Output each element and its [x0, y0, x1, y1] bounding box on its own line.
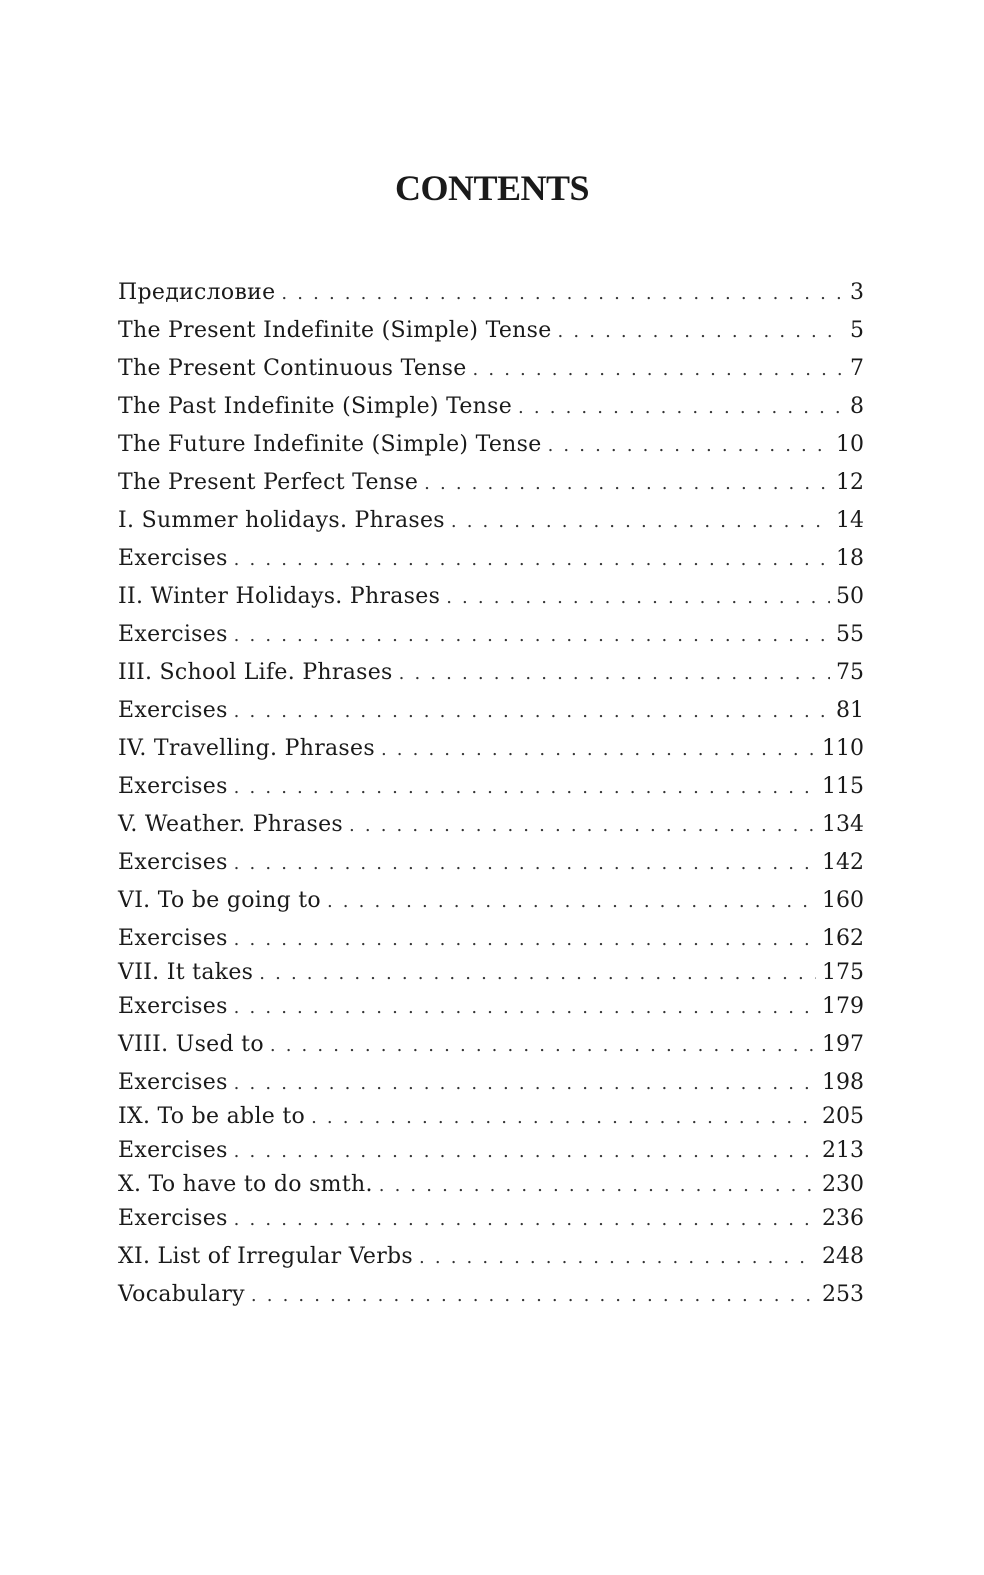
dot-leader — [446, 579, 830, 617]
toc-entry — [118, 1102, 864, 1132]
toc-entry — [118, 464, 864, 502]
toc-entry — [118, 882, 864, 920]
toc-entry-label: Exercises — [118, 850, 228, 875]
dot-leader — [234, 1133, 816, 1171]
toc-entry-page-number: 18 — [836, 546, 864, 571]
toc-entry-label: The Present Indefinite (Simple) Tense — [118, 318, 552, 343]
toc-entry-page-number: 197 — [822, 1032, 864, 1057]
dot-leader — [424, 465, 830, 503]
table-of-contents — [118, 274, 864, 1314]
dot-leader — [234, 617, 830, 655]
dot-leader — [548, 427, 830, 465]
toc-entry-label: Exercises — [118, 774, 228, 799]
dot-leader — [451, 503, 830, 541]
toc-entry-label: Exercises — [118, 994, 228, 1019]
toc-entry-page-number: 160 — [822, 888, 864, 913]
dot-leader — [281, 275, 844, 313]
toc-entry-label: Exercises — [118, 698, 228, 723]
toc-entry — [118, 312, 864, 350]
dot-leader — [234, 921, 816, 959]
toc-entry — [118, 274, 864, 312]
toc-entry-page-number: 81 — [836, 698, 864, 723]
dot-leader — [558, 313, 844, 351]
toc-entry — [118, 768, 864, 806]
toc-entry-page-number: 253 — [822, 1282, 864, 1307]
toc-entry — [118, 730, 864, 768]
toc-entry-page-number: 198 — [822, 1070, 864, 1095]
toc-entry-label: V. Weather. Phrases — [118, 812, 344, 837]
dot-leader — [251, 1277, 816, 1315]
toc-entry-label: IV. Travelling. Phrases — [118, 736, 375, 761]
toc-entry — [118, 988, 864, 1026]
dot-leader — [381, 731, 816, 769]
dot-leader — [473, 351, 844, 389]
dot-leader — [399, 655, 830, 693]
toc-entry — [118, 388, 864, 426]
toc-entry-page-number: 7 — [850, 356, 864, 381]
dot-leader — [379, 1171, 816, 1201]
toc-entry-label: I. Summer holidays. Phrases — [118, 508, 445, 533]
toc-entry — [118, 844, 864, 882]
toc-entry — [118, 578, 864, 616]
toc-entry-label: Exercises — [118, 926, 228, 951]
toc-entry — [118, 1276, 864, 1314]
toc-entry-page-number: 248 — [822, 1244, 864, 1269]
toc-entry-page-number: 12 — [836, 470, 864, 495]
toc-entry-page-number: 236 — [822, 1206, 864, 1231]
toc-entry-page-number: 213 — [822, 1138, 864, 1163]
toc-entry-label: III. School Life. Phrases — [118, 660, 393, 685]
toc-entry-page-number: 50 — [836, 584, 864, 609]
toc-entry — [118, 1026, 864, 1064]
dot-leader — [259, 959, 816, 989]
dot-leader — [234, 845, 816, 883]
dot-leader — [234, 769, 816, 807]
dot-leader — [234, 1065, 816, 1103]
dot-leader — [234, 541, 830, 579]
toc-entry — [118, 502, 864, 540]
toc-entry — [118, 1200, 864, 1238]
toc-entry-page-number: 14 — [836, 508, 864, 533]
toc-entry-page-number: 3 — [850, 280, 864, 305]
toc-entry-label: The Future Indefinite (Simple) Tense — [118, 432, 542, 457]
toc-entry-label: VI. To be going to — [118, 888, 321, 913]
toc-entry — [118, 654, 864, 692]
toc-entry — [118, 1170, 864, 1200]
toc-entry-label: VIII. Used to — [118, 1032, 264, 1057]
toc-entry — [118, 806, 864, 844]
toc-entry-label: Предисловие — [118, 280, 276, 305]
toc-entry-page-number: 110 — [822, 736, 864, 761]
toc-entry — [118, 1132, 864, 1170]
toc-entry — [118, 540, 864, 578]
dot-leader — [234, 693, 830, 731]
toc-entry-page-number: 230 — [822, 1172, 864, 1197]
dot-leader — [234, 1201, 816, 1239]
toc-entry-label: IX. To be able to — [118, 1104, 306, 1129]
toc-entry-page-number: 179 — [822, 994, 864, 1019]
toc-entry-page-number: 55 — [836, 622, 864, 647]
toc-entry-page-number: 115 — [822, 774, 864, 799]
toc-entry — [118, 1238, 864, 1276]
toc-entry-page-number: 8 — [850, 394, 864, 419]
toc-entry — [118, 350, 864, 388]
toc-entry-page-number: 162 — [822, 926, 864, 951]
toc-entry-page-number: 205 — [822, 1104, 864, 1129]
toc-entry — [118, 616, 864, 654]
page-title: CONTENTS — [394, 168, 590, 208]
toc-entry — [118, 920, 864, 958]
dot-leader — [234, 989, 816, 1027]
toc-entry-label: X. To have to do smth. — [118, 1172, 373, 1197]
toc-entry-label: Exercises — [118, 546, 228, 571]
toc-entry — [118, 692, 864, 730]
toc-entry-page-number: 75 — [836, 660, 864, 685]
toc-entry-page-number: 175 — [822, 960, 864, 985]
toc-entry-page-number: 134 — [822, 812, 864, 837]
toc-entry-label: Exercises — [118, 622, 228, 647]
toc-entry — [118, 958, 864, 988]
toc-entry-label: The Past Indefinite (Simple) Tense — [118, 394, 513, 419]
dot-leader — [349, 807, 816, 845]
toc-entry-label: Exercises — [118, 1070, 228, 1095]
dot-leader — [419, 1239, 816, 1277]
toc-entry-label: The Present Continuous Tense — [118, 356, 467, 381]
toc-entry-label: II. Winter Holidays. Phrases — [118, 584, 441, 609]
dot-leader — [311, 1103, 816, 1133]
dot-leader — [270, 1027, 816, 1065]
toc-entry-page-number: 5 — [850, 318, 864, 343]
dot-leader — [518, 389, 844, 427]
toc-entry — [118, 426, 864, 464]
toc-entry-label: The Present Perfect Tense — [118, 470, 419, 495]
toc-entry-label: Exercises — [118, 1206, 228, 1231]
toc-entry-label: Vocabulary — [118, 1282, 245, 1307]
toc-entry-label: VII. It takes — [118, 960, 254, 985]
dot-leader — [327, 883, 816, 921]
toc-entry-label: XI. List of Irregular Verbs — [118, 1244, 414, 1269]
toc-entry — [118, 1064, 864, 1102]
toc-entry-page-number: 10 — [836, 432, 864, 457]
toc-entry-page-number: 142 — [822, 850, 864, 875]
toc-entry-label: Exercises — [118, 1138, 228, 1163]
